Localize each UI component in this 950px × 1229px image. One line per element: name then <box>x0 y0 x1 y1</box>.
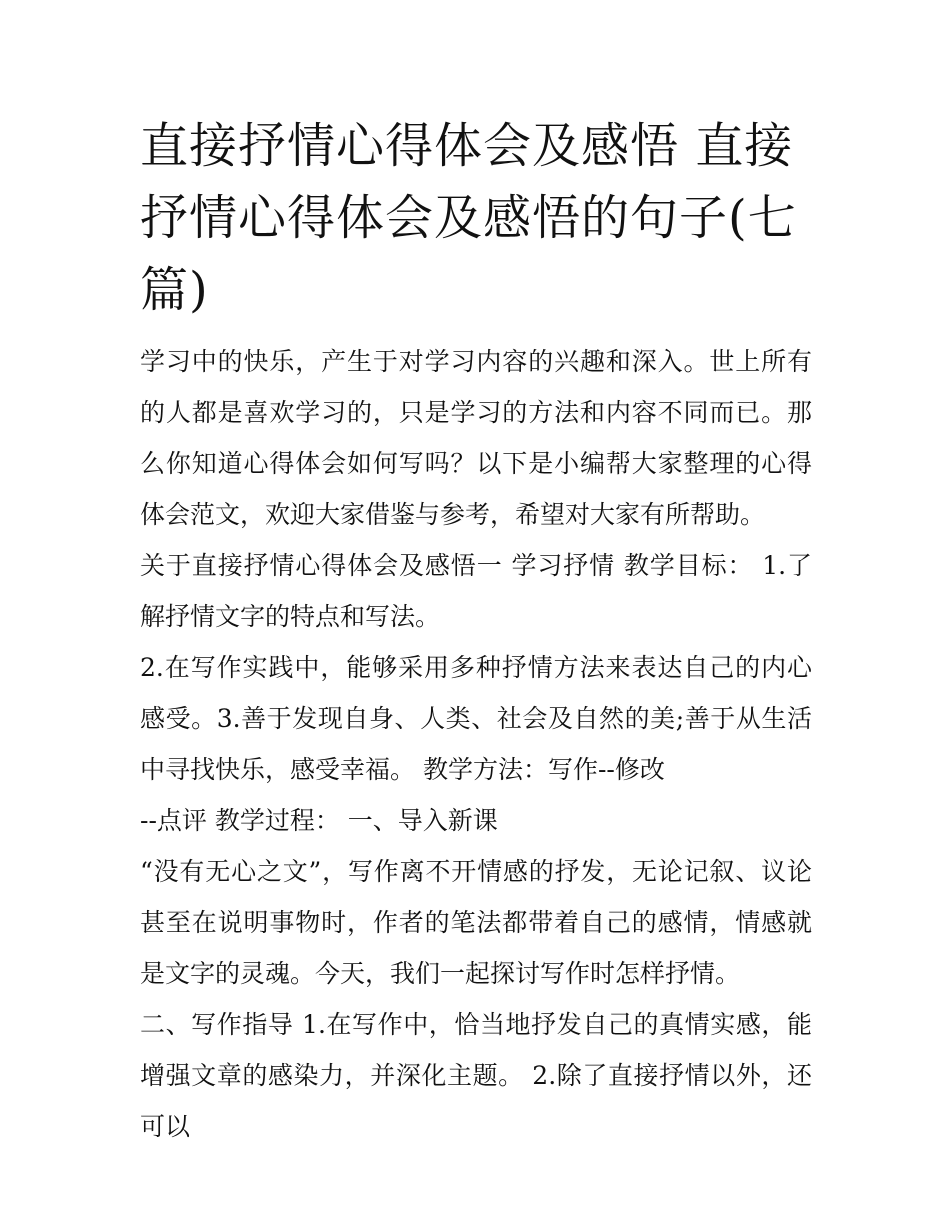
paragraph-intro: 学习中的快乐，产生于对学习内容的兴趣和深入。世上所有的人都是喜欢学习的，只是学习的方法和内容不同而已。那么你知道心得体会如何写吗？以下是小编帮大家整理的心得体会范文，欢迎大家借鉴与参考，希望对大家有所帮助。 <box>140 347 812 529</box>
document-title: 直接抒情心得体会及感悟 直接抒情心得体会及感悟的句子(七篇) <box>140 118 797 318</box>
paragraph-process: --点评 教学过程： 一、导入新课 <box>140 806 498 835</box>
paragraph-quote: “没有无心之文”，写作离不开情感的抒发，无论记叙、议论甚至在说明事物时，作者的笔法都带着自己的感情，情感就是文字的灵魂。今天，我们一起探讨写作时怎样抒情。 <box>140 857 812 988</box>
paragraph-section-one: 关于直接抒情心得体会及感悟一 学习抒情 教学目标： 1.了解抒情文字的特点和写法。 <box>140 551 812 631</box>
paragraph-goals: 2.在写作实践中，能够采用多种抒情方法来表达自己的内心感受。3.善于发现自身、人类、社会及自然的美;善于从生活中寻找快乐，感受幸福。 教学方法：写作--修改 <box>140 653 812 784</box>
document-page <box>140 110 812 1152</box>
paragraph-guidance: 二、写作指导 1.在写作中，恰当地抒发自己的真情实感，能增强文章的感染力，并深化主题。 2.除了直接抒情以外，还可以 <box>140 1010 812 1141</box>
